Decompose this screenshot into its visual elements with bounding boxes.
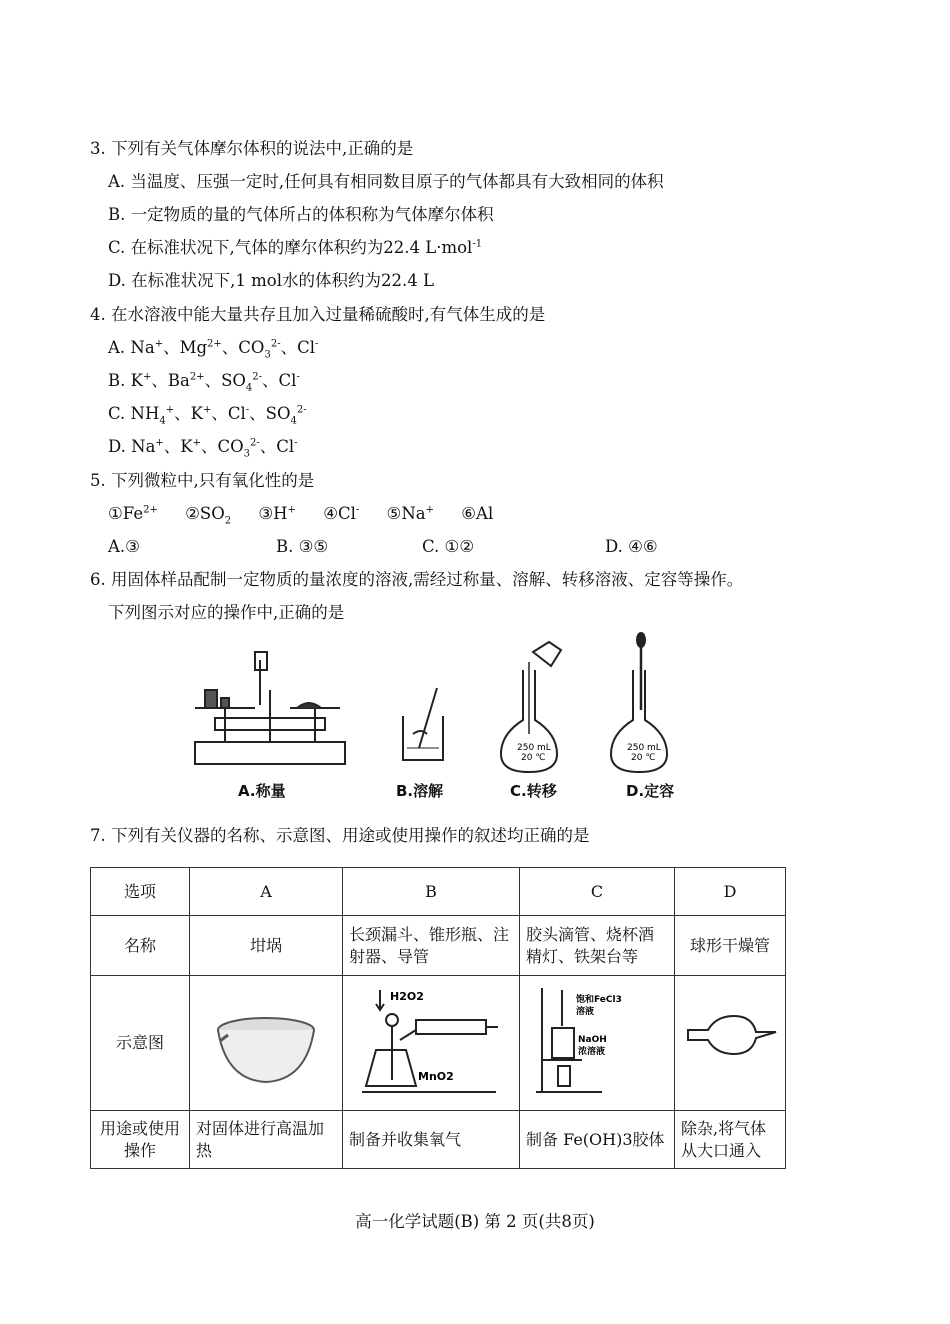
table-cell-diagram <box>343 976 520 1111</box>
q4-option-a: A. Na+、$Mg^{2+}$、$CO_3^{2-}$、Cl- <box>108 338 319 361</box>
table-cell: 制备 Fe(OH)3胶体 <box>520 1111 675 1169</box>
flask-c-label-temp: 20 ℃ <box>521 753 546 763</box>
table-row <box>91 868 786 916</box>
table-header-cell: B <box>343 868 520 916</box>
q3-option-b: B. 一定物质的量的气体所占的体积称为气体摩尔体积 <box>108 205 494 224</box>
q4-option-d: D. Na+、K+、$CO_3^{2-}$、Cl- <box>108 437 298 460</box>
q7-table <box>90 867 786 1169</box>
flask-c-label-volume: 250 mL <box>517 743 551 753</box>
table-cell: 用途或使用操作 <box>91 1111 190 1169</box>
caption-a: A.称量 <box>238 782 286 800</box>
page-footer: 高一化学试题(B) 第 2 页(共8页) <box>355 1212 595 1231</box>
diagram-c-label-solution: 溶液 <box>576 1007 595 1017</box>
q4-option-c: C. $NH_4^+$、K+、Cl-、$SO_4^{2-}$ <box>108 404 307 427</box>
table-row <box>91 976 786 1111</box>
balance-icon <box>195 652 345 764</box>
q5-choice-a: A.③ <box>108 537 140 556</box>
q5-items: $①Fe^{2+}$ $②SO_2$ ③H+ ④Cl- ⑤Na+ ⑥Al <box>108 504 494 527</box>
q3-option-a: A. 当温度、压强一定时,任何具有相同数目原子的气体都具有大致相同的体积 <box>108 172 664 191</box>
table-cell: 除杂,将气体从大口通入 <box>675 1111 786 1169</box>
flask-d-label-temp: 20 ℃ <box>631 753 656 763</box>
q4-stem: 4. 在水溶液中能大量共存且加入过量稀硫酸时,有气体生成的是 <box>90 305 546 324</box>
q3-option-c: C. 在标准状况下,气体的摩尔体积约为22.4 L·mol$^{-1}$ <box>108 238 483 257</box>
table-header-cell: 选项 <box>91 868 190 916</box>
diagram-c-label-naoh: NaOH <box>578 1035 607 1045</box>
table-cell-diagram <box>520 976 675 1111</box>
table-cell-diagram <box>675 976 786 1111</box>
q6-stem-line1: 6. 用固体样品配制一定物质的量浓度的溶液,需经过称量、溶解、转移溶液、定容等操作。 <box>90 570 744 589</box>
oxygen-apparatus-icon <box>356 980 506 1100</box>
q5-choice-c: C. ①② <box>422 537 475 556</box>
table-row <box>91 1111 786 1169</box>
table-cell: 球形干燥管 <box>675 916 786 976</box>
beaker-icon <box>403 688 443 760</box>
table-cell: 名称 <box>91 916 190 976</box>
table-header-cell: A <box>190 868 343 916</box>
table-cell: 胶头滴管、烧杯酒精灯、铁架台等 <box>520 916 675 976</box>
q7-stem: 7. 下列有关仪器的名称、示意图、用途或使用操作的叙述均正确的是 <box>90 826 590 845</box>
table-cell: 对固体进行高温加热 <box>190 1111 343 1169</box>
diagram-b-label-h2o2: H2O2 <box>390 990 424 1003</box>
q3-option-d: D. 在标准状况下,1 mol水的体积约为22.4 L <box>108 271 434 290</box>
fe-oh3-apparatus-icon <box>532 980 662 1100</box>
table-header-cell: C <box>520 868 675 916</box>
table-cell: 长颈漏斗、锥形瓶、注射器、导管 <box>343 916 520 976</box>
q4-option-b: B. K+、$Ba^{2+}$、$SO_4^{2-}$、Cl- <box>108 371 300 394</box>
q5-stem: 5. 下列微粒中,只有氧化性的是 <box>90 471 315 490</box>
q6-figure <box>175 630 715 800</box>
caption-d: D.定容 <box>626 782 675 800</box>
diagram-c-label-fecl3: 饱和FeCl3 <box>576 995 622 1005</box>
caption-c: C.转移 <box>510 782 557 800</box>
q5-choice-d: D. ④⑥ <box>605 537 658 556</box>
q3-stem: 3. 下列有关气体摩尔体积的说法中,正确的是 <box>90 139 414 158</box>
table-cell: 制备并收集氧气 <box>343 1111 520 1169</box>
diagram-b-label-mno2: MnO2 <box>418 1070 454 1083</box>
diagram-c-label-concentrated: 浓溶液 <box>578 1047 606 1057</box>
q6-apparatus-illustration <box>175 630 715 780</box>
table-cell-diagram <box>190 976 343 1111</box>
table-cell: 坩埚 <box>190 916 343 976</box>
drying-tube-icon <box>682 1010 778 1070</box>
caption-b: B.溶解 <box>396 782 444 800</box>
crucible-dish-icon <box>206 985 326 1095</box>
table-header-cell: D <box>675 868 786 916</box>
flask-d-label-volume: 250 mL <box>627 743 661 753</box>
table-row <box>91 916 786 976</box>
q6-stem-line2: 下列图示对应的操作中,正确的是 <box>108 603 345 622</box>
table-cell: 示意图 <box>91 976 190 1111</box>
q5-choice-b: B. ③⑤ <box>276 537 329 556</box>
